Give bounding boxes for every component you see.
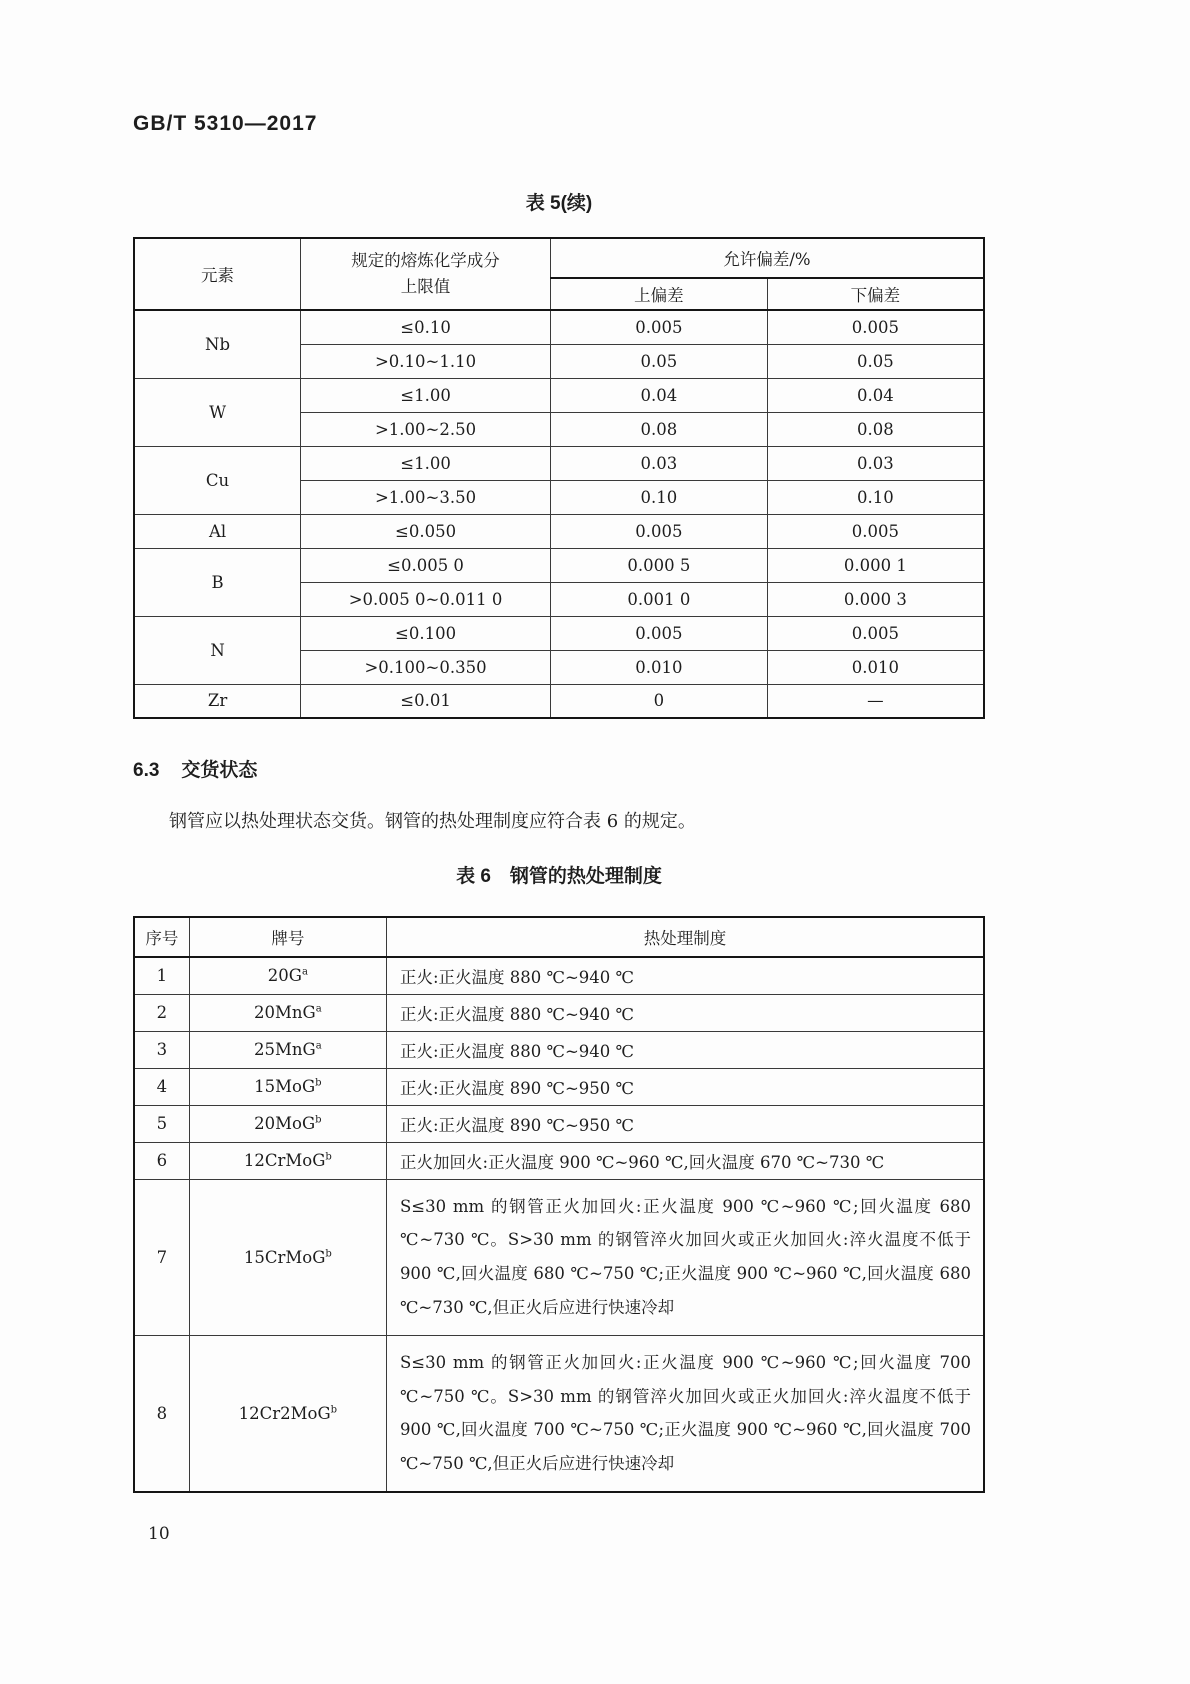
table-row [134, 616, 984, 650]
table6-header-row [134, 917, 984, 957]
table5-caption: 表 5(续) [525, 193, 593, 214]
regime-cell: 正火:正火温度 880 ℃~940 ℃ [386, 1031, 984, 1068]
table6-header-grade: 牌号 [189, 917, 386, 957]
grade-text: 15CrMoG [243, 1247, 326, 1267]
table5-header-limit-line2: 上限值 [400, 277, 451, 296]
table5-header-limit-line1: 规定的熔炼化学成分 [351, 251, 500, 271]
table-row [134, 957, 984, 994]
lower-dev-cell: 0.000 1 [767, 548, 984, 582]
grade-cell [189, 957, 386, 994]
element-cell: Zr [134, 684, 301, 718]
footnote-marker: a [315, 1003, 322, 1015]
upper-dev-cell: 0.08 [550, 412, 767, 446]
element-cell: Cu [134, 446, 301, 514]
section-paragraph: 钢管应以热处理状态交货。钢管的热处理制度应符合表 6 的规定。 [169, 811, 696, 832]
lower-dev-cell: 0.005 [767, 310, 984, 344]
table-row [134, 310, 984, 344]
regime-cell: 正火:正火温度 890 ℃~950 ℃ [386, 1105, 984, 1142]
upper-dev-cell: 0.04 [550, 378, 767, 412]
limit-cell: ≤0.100 [301, 616, 551, 650]
grade-text: 15MoG [254, 1077, 316, 1096]
footnote-marker: b [330, 1404, 338, 1416]
grade-cell [189, 1105, 386, 1142]
footnote-marker: a [315, 1040, 322, 1052]
element-cell: Nb [134, 310, 301, 378]
grade-cell [189, 1068, 386, 1105]
seq-cell: 4 [134, 1068, 189, 1105]
grade-text: 20MnG [254, 1003, 316, 1022]
table5-header-limit [301, 238, 551, 310]
upper-dev-cell: 0.001 0 [550, 582, 767, 616]
seq-cell: 6 [134, 1142, 189, 1179]
standard-code: GB/T 5310—2017 [133, 112, 318, 135]
lower-dev-cell: 0.04 [767, 378, 984, 412]
upper-dev-cell: 0.05 [550, 344, 767, 378]
limit-cell: >0.10~1.10 [301, 344, 551, 378]
limit-cell: >1.00~2.50 [301, 412, 551, 446]
lower-dev-cell: 0.08 [767, 412, 984, 446]
table6-heat-treatment [133, 916, 985, 1493]
element-cell: B [134, 548, 301, 616]
grade-cell [189, 1142, 386, 1179]
limit-cell: >1.00~3.50 [301, 480, 551, 514]
table-row [134, 1068, 984, 1105]
seq-cell: 7 [134, 1179, 189, 1335]
grade-text: 20MoG [254, 1114, 316, 1133]
element-cell: W [134, 378, 301, 446]
table-row [134, 548, 984, 582]
grade-cell [189, 1179, 386, 1335]
limit-cell: ≤1.00 [301, 446, 551, 480]
table6-header-regime: 热处理制度 [386, 917, 984, 957]
lower-dev-cell: 0.000 3 [767, 582, 984, 616]
table-row [134, 446, 984, 480]
grade-cell [189, 1335, 386, 1492]
seq-cell: 5 [134, 1105, 189, 1142]
table5-header-upper: 上偏差 [550, 278, 767, 310]
table-row [134, 1335, 984, 1492]
section-title: 交货状态 [181, 760, 258, 781]
table6-header-num: 序号 [134, 917, 189, 957]
lower-dev-cell: 0.010 [767, 650, 984, 684]
regime-cell: S≤30 mm 的钢管正火加回火:正火温度 900 ℃~960 ℃;回火温度 680 ℃~730 ℃。S>30 mm 的钢管淬火加回火或正火加回火:淬火温度不低于 900 ℃,回火温度 680 ℃~750 ℃;正火温度 900 ℃~960 ℃,回火温度 680 ℃~730 ℃,但正火后应进行快速冷却 [386, 1179, 984, 1335]
table5-header-lower: 下偏差 [767, 278, 984, 310]
footnote-marker: a [301, 966, 308, 978]
footnote-marker: b [315, 1114, 322, 1126]
upper-dev-cell: 0 [550, 684, 767, 718]
table-row [134, 1105, 984, 1142]
seq-cell: 3 [134, 1031, 189, 1068]
upper-dev-cell: 0.005 [550, 310, 767, 344]
element-cell: Al [134, 514, 301, 548]
lower-dev-cell: 0.005 [767, 514, 984, 548]
element-cell: N [134, 616, 301, 684]
seq-cell: 8 [134, 1335, 189, 1492]
table-row [134, 378, 984, 412]
table-row [134, 1142, 984, 1179]
grade-text: 20G [267, 966, 302, 986]
lower-dev-cell: 0.03 [767, 446, 984, 480]
table5-header-deviation: 允许偏差/% [550, 238, 984, 278]
footnote-marker: b [315, 1077, 322, 1089]
limit-cell: >0.100~0.350 [301, 650, 551, 684]
regime-cell: 正火加回火:正火温度 900 ℃~960 ℃,回火温度 670 ℃~730 ℃ [386, 1142, 984, 1179]
table-row [134, 514, 984, 548]
regime-cell: 正火:正火温度 880 ℃~940 ℃ [386, 957, 984, 994]
upper-dev-cell: 0.005 [550, 616, 767, 650]
table5-chemical-deviation [133, 237, 985, 719]
upper-dev-cell: 0.010 [550, 650, 767, 684]
page-number: 10 [148, 1524, 170, 1544]
table5-header-element: 元素 [134, 238, 301, 310]
grade-text: 12Cr2MoG [238, 1403, 331, 1423]
upper-dev-cell: 0.10 [550, 480, 767, 514]
grade-text: 12CrMoG [243, 1151, 326, 1170]
upper-dev-cell: 0.000 5 [550, 548, 767, 582]
lower-dev-cell: — [767, 684, 984, 718]
limit-cell: ≤0.050 [301, 514, 551, 548]
limit-cell: ≤0.01 [301, 684, 551, 718]
lower-dev-cell: 0.10 [767, 480, 984, 514]
footnote-marker: b [325, 1151, 332, 1163]
limit-cell: ≤1.00 [301, 378, 551, 412]
limit-cell: ≤0.10 [301, 310, 551, 344]
upper-dev-cell: 0.03 [550, 446, 767, 480]
seq-cell: 2 [134, 994, 189, 1031]
footnote-marker: b [325, 1248, 332, 1260]
upper-dev-cell: 0.005 [550, 514, 767, 548]
table5-header-row-1 [134, 238, 984, 278]
regime-cell: S≤30 mm 的钢管正火加回火:正火温度 900 ℃~960 ℃;回火温度 700 ℃~750 ℃。S>30 mm 的钢管淬火加回火或正火加回火:淬火温度不低于 900 ℃,回火温度 700 ℃~750 ℃;正火温度 900 ℃~960 ℃,回火温度 700 ℃~750 ℃,但正火后应进行快速冷却 [386, 1335, 984, 1492]
regime-cell: 正火:正火温度 880 ℃~940 ℃ [386, 994, 984, 1031]
section-heading [133, 755, 985, 782]
table6-caption: 表 6 钢管的热处理制度 [456, 866, 662, 887]
grade-text: 25MnG [254, 1040, 316, 1059]
grade-cell [189, 994, 386, 1031]
table-row [134, 1031, 984, 1068]
lower-dev-cell: 0.05 [767, 344, 984, 378]
regime-cell: 正火:正火温度 890 ℃~950 ℃ [386, 1068, 984, 1105]
limit-cell: >0.005 0~0.011 0 [301, 582, 551, 616]
table-row [134, 994, 984, 1031]
limit-cell: ≤0.005 0 [301, 548, 551, 582]
section-number: 6.3 [133, 760, 160, 781]
table-row [134, 1179, 984, 1335]
lower-dev-cell: 0.005 [767, 616, 984, 650]
seq-cell: 1 [134, 957, 189, 994]
table-row [134, 684, 984, 718]
grade-cell [189, 1031, 386, 1068]
